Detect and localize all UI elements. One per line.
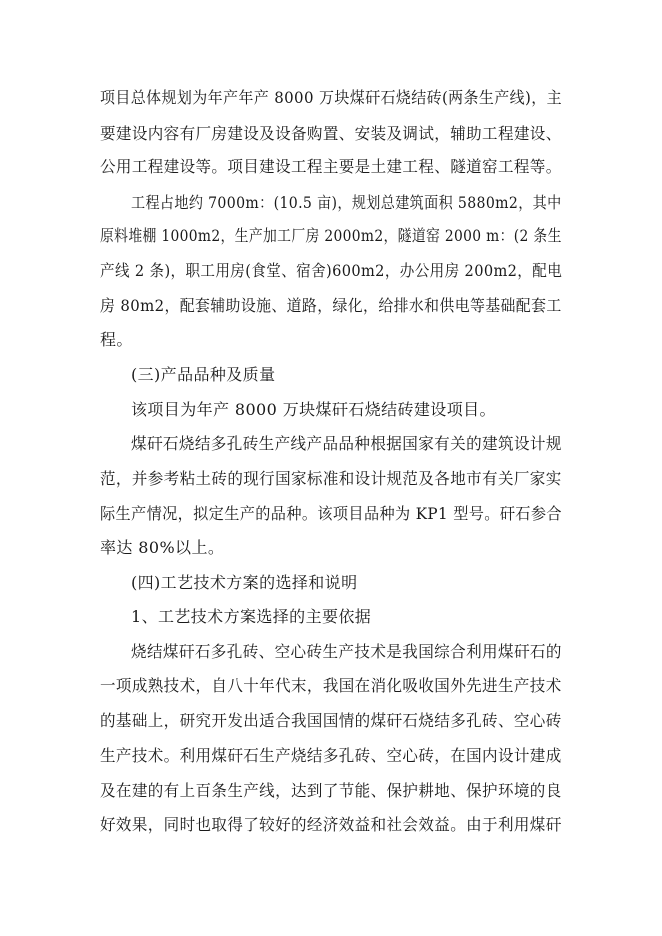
text-line: 要建设内容有厂房建设及设备购置、安装及调试，辅助工程建设、 [100, 124, 562, 143]
section-heading: (三)产品品种及质量 [131, 365, 276, 384]
text-line: 公用工程建设等。项目建设工程主要是土建工程、隧道窑工程等。 [100, 157, 562, 176]
subsection-heading: 1、工艺技术方案选择的主要依据 [131, 607, 372, 626]
text-line: 项目总体规划为年产年产 8000 万块煤矸石烧结砖(两条生产线)，主 [100, 88, 562, 107]
text-line: 原料堆棚 1000m2，生产加工厂房 2000m2，隧道窑 2000 m：(2 条生 [100, 226, 562, 245]
text-line: 生产技术。利用煤矸石生产烧结多孔砖、空心砖，在国内设计建成 [100, 746, 562, 765]
text-line: 烧结煤矸石多孔砖、空心砖生产技术是我国综合利用煤矸石的 [131, 642, 562, 661]
text-line: 率达 80%以上。 [100, 538, 225, 557]
text-line: 及在建的有上百条生产线，达到了节能、保护耕地、保护环境的良 [100, 781, 562, 800]
text-line: 一项成熟技术，自八十年代末，我国在消化吸收国外先进生产技术 [100, 676, 562, 695]
text-line: 工程占地约 7000m：(10.5 亩)，规划总建筑面积 5880m2，其中 [131, 193, 562, 212]
section-heading: (四)工艺技术方案的选择和说明 [131, 573, 358, 592]
text-line: 程。 [100, 330, 133, 349]
text-line: 好效果，同时也取得了较好的经济效益和社会效益。由于利用煤矸 [100, 815, 562, 834]
text-line: 的基础上，研究开发出适合我国国情的煤矸石烧结多孔砖、空心砖 [100, 711, 562, 730]
text-line: 房 80m2，配套辅助设施、道路，绿化，给排水和供电等基础配套工 [100, 296, 562, 315]
text-line: 产线 2 条)，职工用房(食堂、宿舍)600m2，办公用房 200m2，配电 [100, 261, 563, 280]
text-line: 范，并参考粘土砖的现行国家标准和设计规范及各地市有关厂家实 [100, 469, 562, 488]
text-line: 该项目为年产 8000 万块煤矸石烧结砖建设项目。 [131, 400, 496, 419]
text-line: 际生产情况，拟定生产的品种。该项目品种为 KP1 型号。矸石参合 [100, 504, 562, 523]
text-line: 煤矸石烧结多孔砖生产线产品品种根据国家有关的建筑设计规 [131, 434, 562, 453]
